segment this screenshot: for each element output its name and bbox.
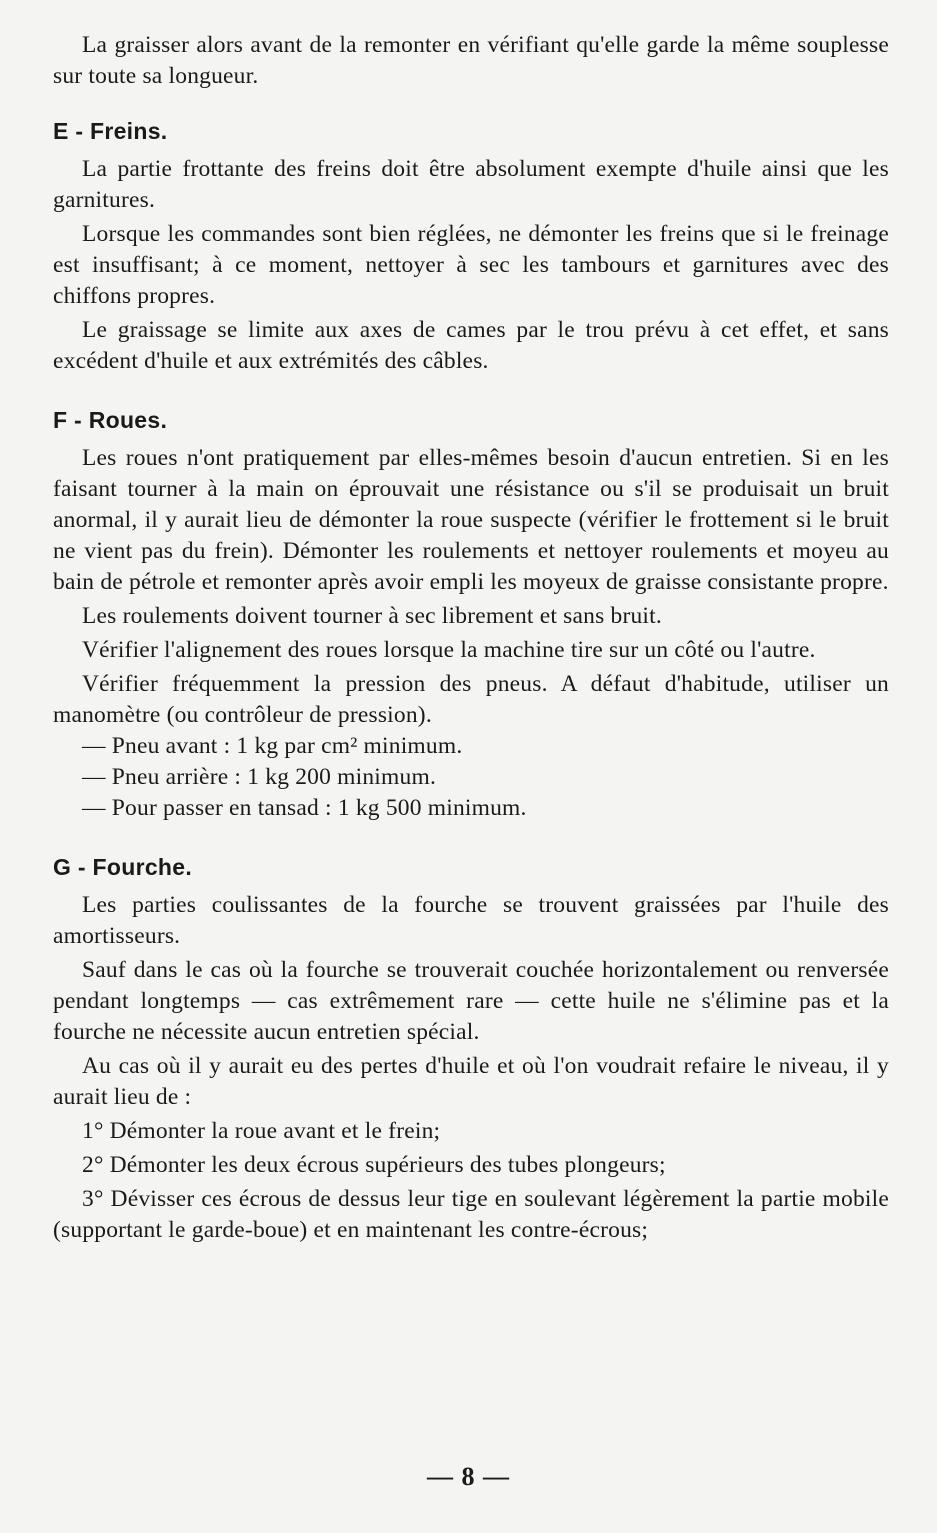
heading-roues: F - Roues. (53, 407, 168, 433)
fourche-step-1: 1° Démonter la roue avant et le frein; (82, 1118, 441, 1144)
freins-paragraph-1: La partie frottante des freins doit être absolument exempte d'huile ainsi que les garnitures. (53, 156, 889, 213)
intro-paragraph: La graisser alors avant de la remonter en vérifiant qu'elle garde la même souplesse sur toute sa longueur. (53, 32, 889, 89)
pressure-tansad: — Pour passer en tansad : 1 kg 500 minimum. (82, 795, 527, 821)
fourche-step-3: 3° Dévisser ces écrous de dessus leur tige en soulevant légèrement la partie mobile (supportant le garde-boue) et en maintenant les contre-écrous; (53, 1186, 889, 1243)
tire-pressure-list (53, 731, 889, 824)
roues-paragraph-2: Les roulements doivent tourner à sec librement et sans bruit. (82, 603, 662, 629)
fourche-paragraph-3: Au cas où il y aurait eu des pertes d'huile et où l'on voudrait refaire le niveau, il y aurait lieu de : (53, 1053, 889, 1110)
fourche-paragraph-1: Les parties coulissantes de la fourche se trouvent graissées par l'huile des amortisseurs. (53, 892, 889, 949)
roues-paragraph-1: Les roues n'ont pratiquement par elles-mêmes besoin d'aucun entretien. Si en les faisant tourner à la main on éprouvait une résistance ou s'il se produisait un bruit anormal, il y aurait lieu de démonter la roue suspecte (vérifier le frottement si le bruit ne vient pas du frein). Démonter les roulements et nettoyer roulements et moyeu au bain de pétrole et remonter après avoir empli les moyeux de graisse consistante propre. (53, 445, 889, 595)
roues-paragraph-4: Vérifier fréquemment la pression des pneus. A défaut d'habitude, utiliser un manomètre (ou contrôleur de pression). (53, 671, 889, 728)
freins-paragraph-2: Lorsque les commandes sont bien réglées, ne démonter les freins que si le freinage est insuffisant; à ce moment, nettoyer à sec les tambours et garnitures avec des chiffons propres. (53, 221, 889, 309)
page-number: — 8 — (427, 1462, 510, 1491)
pressure-front: — Pneu avant : 1 kg par cm² minimum. (82, 733, 463, 759)
heading-freins: E - Freins. (53, 118, 168, 144)
roues-paragraph-3: Vérifier l'alignement des roues lorsque la machine tire sur un côté ou l'autre. (82, 637, 816, 663)
freins-paragraph-3: Le graissage se limite aux axes de cames par le trou prévu à cet effet, et sans excédent d'huile et aux extrémités des câbles. (53, 317, 889, 374)
fourche-paragraph-2: Sauf dans le cas où la fourche se trouverait couchée horizontalement ou renversée pendant longtemps — cas extrêmement rare — cette huile ne s'élimine pas et la fourche ne nécessite aucun entretien spécial. (53, 957, 889, 1045)
pressure-rear: — Pneu arrière : 1 kg 200 minimum. (82, 764, 437, 790)
fourche-step-2: 2° Démonter les deux écrous supérieurs des tubes plongeurs; (82, 1152, 666, 1178)
heading-fourche: G - Fourche. (53, 854, 193, 880)
